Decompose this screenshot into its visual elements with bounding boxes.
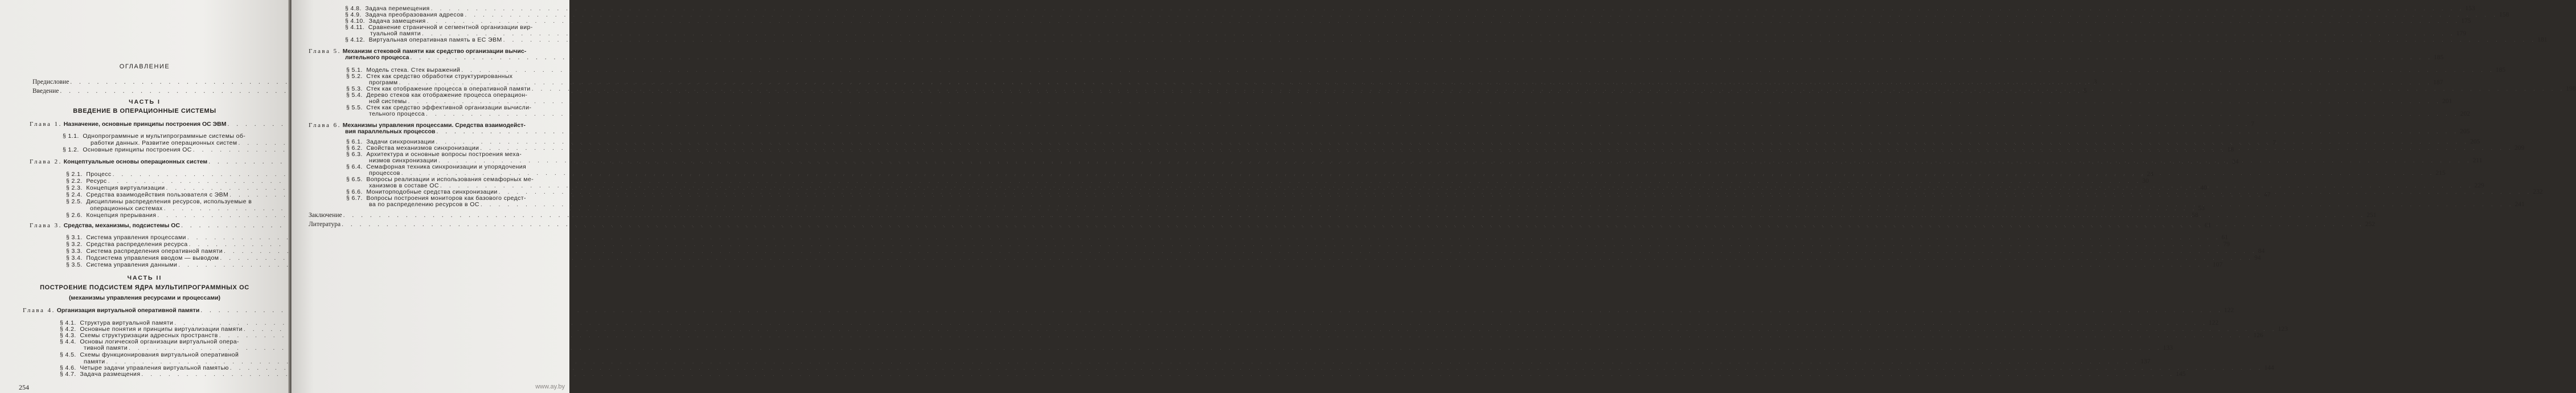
toc-title: ОГЛАВЛЕНИЕ — [119, 63, 170, 70]
section: § 4.1. Структура виртуальной памяти . . . 122 — [60, 320, 273, 326]
section: § 4.9. Задача преобразования адресов . . . 158 — [345, 11, 560, 18]
section: § 2.1. Процесс . . . 24 — [66, 171, 276, 178]
section: § 2.4. Средства взаимодействия пользователя с ЭВМ . . . 47 — [66, 191, 276, 198]
section-cont: ва по распределению ресурсов в ОС . . . 241 — [369, 201, 560, 208]
section-cont: программ . . . 187 — [369, 79, 560, 86]
watermark: www.ay.by — [535, 383, 565, 390]
section: § 4.7. Задача размещения . . . 145 — [60, 371, 273, 378]
section: § 4.8. Задача перемещения . . . 153 — [345, 5, 560, 12]
toc-entry-conclusion: Заключение . . . 251 — [309, 212, 560, 219]
section: § 3.2. Средства распределения ресурса . . . 79 — [66, 241, 276, 248]
section: § 4.11. Сравнение страничной и сегментной организации вир- — [345, 24, 533, 31]
part-label: ЧАСТЬ I — [129, 99, 161, 105]
section: § 6.4. Семафорная техника синхронизации и упорядочения — [346, 163, 527, 170]
section: § 5.4. Дерево стеков как отображение процесса операцион- — [346, 92, 528, 99]
section: § 3.4. Подсистема управления вводом — выводом . . . 94 — [66, 255, 276, 261]
section: § 6.3. Архитектура и основные вопросы построения меха- — [346, 151, 522, 158]
section-cont: низмов синхронизации . . . 211 — [369, 157, 560, 164]
part-title: ВВЕДЕНИЕ В ОПЕРАЦИОННЫЕ СИСТЕМЫ — [73, 108, 216, 114]
section: § 5.5. Стек как средство эффективной организации вычисли- — [346, 104, 532, 111]
section-cont: тельного процесса . . . 202 — [369, 110, 560, 117]
section: § 1.2. Основные принципы построения ОС . . . 18 — [63, 146, 276, 153]
chapter-3: Глава 3. Средства, механизмы, подсистемы ОС . . . 61 — [30, 222, 276, 229]
section: § 4.12. Виртуальная оперативная память в ЕС ЭВМ . . . 181 — [345, 36, 560, 43]
section: § 2.3. Концепция виртуализации . . . 40 — [66, 185, 276, 191]
section: § 4.10. Задача замещения . . . 175 — [345, 18, 560, 24]
section-cont: тивной памяти . . . 133 — [84, 345, 273, 351]
section: § 4.5. Схемы функционирования виртуальной оперативной — [60, 351, 239, 358]
chapter-6-cont: вия параллельных процессов . . . 205 — [345, 128, 560, 135]
section-cont: памяти . . . 137 — [84, 358, 273, 365]
section: § 6.7. Вопросы построения мониторов как базового средст- — [346, 195, 526, 202]
part-title: ПОСТРОЕНИЕ ПОДСИСТЕМ ЯДРА МУЛЬТИПРОГРАММНЫХ ОС — [40, 284, 249, 291]
section: § 2.6. Концепция прерывания . . . 58 — [66, 212, 276, 219]
section: § 3.3. Система распределения оперативной памяти . . . 84 — [66, 248, 276, 255]
section-cont: процессов . . . 215 — [369, 170, 560, 177]
section: § 6.6. Мониторподобные средства синхронизации . . . 232 — [346, 189, 560, 195]
chapter-1: Глава 1. Назначение, основные принципы построения ОС ЭВМ . . . 7 — [30, 121, 278, 128]
section: § 5.1. Модель стека. Стек выражений . . . 185 — [346, 67, 560, 73]
page-number: 254 — [19, 383, 29, 391]
section: § 1.1. Однопрограммные и мультипрограммные системы об- — [63, 133, 246, 140]
section: § 4.4. Основы логической организации виртуальной опера- — [60, 338, 239, 345]
section: § 4.6. Четыре задачи управления виртуальной памятью . . . 144 — [60, 365, 273, 371]
part-subtitle: (механизмы управления ресурсами и процессами) — [68, 294, 221, 301]
section: § 5.2. Стек как средство обработки структурированных — [346, 73, 513, 80]
toc-entry-intro: Введение . . . 5 — [32, 88, 275, 95]
toc-entry-preface: Предисловие . . . 3 — [32, 79, 275, 85]
chapter-2: Глава 2. Концептуальные основы операционных систем . . . 24 — [30, 158, 276, 165]
section-cont: работки данных. Развитие операционных систем . . . 7 — [91, 140, 276, 146]
section: § 2.5. Дисциплины распределения ресурсов, используемые в — [66, 198, 252, 205]
toc-entry-literature: Литература . . . 252 — [309, 221, 560, 228]
section-cont: ной системы . . . 201 — [369, 98, 560, 105]
section: § 6.5. Вопросы реализации и использования семафорных ме- — [346, 176, 534, 183]
section: § 3.1. Система управления процессами . . . 61 — [66, 234, 276, 241]
section: § 5.3. Стек как отображение процесса в оперативной памяти . . . 198 — [346, 85, 560, 92]
section: § 4.2. Основные понятия и принципы виртуализации памяти . . . 123 — [60, 326, 273, 333]
section-cont: туальной памяти . . . 179 — [370, 30, 560, 37]
chapter-4: Глава 4. Организация виртуальной оперативной памяти . . . 122 — [23, 307, 273, 314]
section: § 6.2. Свойства механизмов синхронизации . . . 209 — [346, 145, 560, 152]
section: § 2.2. Ресурс . . . 30 — [66, 178, 276, 185]
chapter-5-cont: лительного процесса . . . 185 — [345, 54, 560, 61]
section-cont: ханизмов в составе ОС . . . 229 — [369, 182, 560, 189]
section: § 6.1. Задачи синхронизации . . . 205 — [346, 138, 560, 145]
section-cont: операционных системах . . . 53 — [90, 205, 276, 212]
section: § 4.3. Схемы структуризации адресных пространств . . . 126 — [60, 332, 273, 339]
chapter-6: Глава 6. Механизмы управления процессами. Средства взаимодейст- — [309, 122, 526, 129]
chapter-5: Глава 5. Механизм стековой памяти как средство организации вычис- — [309, 48, 527, 55]
section: § 3.5. Система управления данными . . . 107 — [66, 261, 276, 268]
part-label: ЧАСТЬ II — [127, 275, 162, 281]
